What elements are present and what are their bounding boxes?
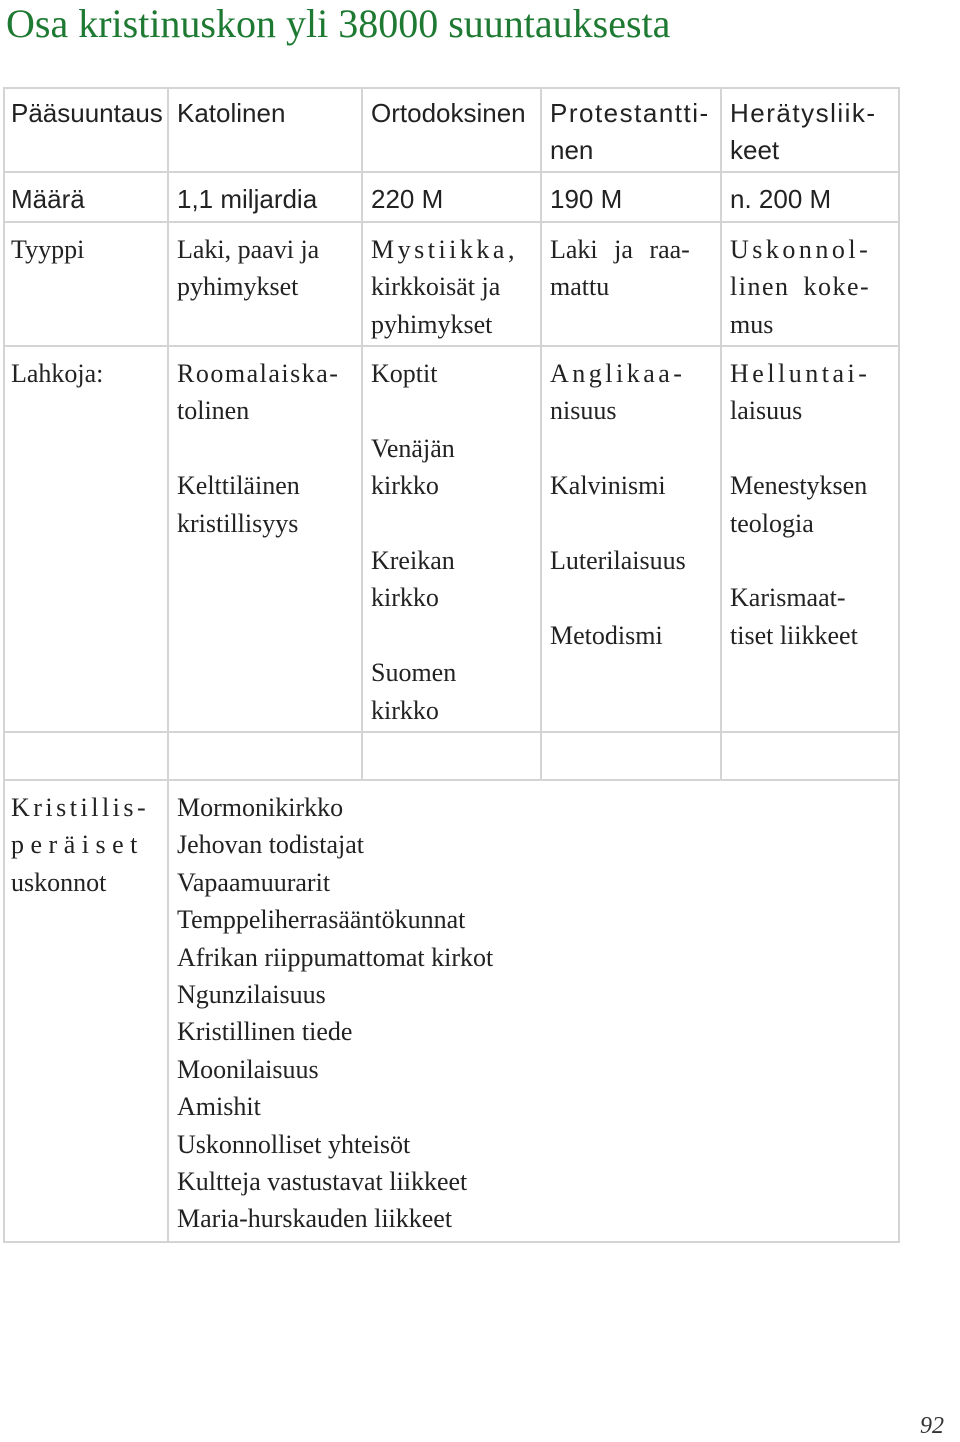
header-katolinen: Katolinen [177, 98, 286, 128]
lahkoja-protestanttinen-line: Luterilaisuus [550, 546, 686, 575]
maara-katolinen-cell [169, 173, 363, 223]
spacer [371, 505, 534, 542]
empty-cell [169, 733, 363, 781]
denominations-table [3, 87, 900, 1243]
tyyppi-heratysliikkeet-line: Uskonnol- [730, 235, 872, 264]
header-protestanttinen-line: Protestantti- [550, 98, 710, 128]
page-title: Osa kristinuskon yli 38000 suuntauksesta [6, 1, 671, 46]
tyyppi-label-cell [3, 223, 169, 347]
lahkoja-katolinen-cell [169, 347, 363, 733]
header-heratysliikkeet-line: Herätysliik- [730, 98, 877, 128]
lahkoja-ortodoksinen-line: kirkko [371, 583, 439, 613]
lahkoja-protestanttinen-line: nisuus [550, 396, 617, 426]
kristillisperaiset-items-cell [169, 781, 900, 1243]
lahkoja-katolinen-line: tolinen [177, 396, 250, 426]
tyyppi-heratysliikkeet-line: linen koke- [730, 272, 871, 302]
spacer [371, 617, 534, 654]
empty-cell [3, 733, 169, 781]
tyyppi-heratysliikkeet-line: mus [730, 309, 774, 339]
tyyppi-heratysliikkeet-cell [722, 223, 900, 347]
list-item: Amishit [177, 1092, 261, 1122]
lahkoja-protestanttinen-cell [542, 347, 722, 733]
header-protestanttinen-cell [542, 87, 722, 173]
list-item: Mormonikirkko [177, 793, 344, 822]
spacer [550, 579, 714, 616]
lahkoja-ortodoksinen-cell [363, 347, 542, 733]
tyyppi-protestanttinen-line: Laki ja raa- [550, 235, 690, 264]
spacer [550, 430, 714, 467]
list-item: Maria-hurskauden liikkeet [177, 1204, 453, 1234]
lahkoja-heratysliikkeet-line: Helluntai- [730, 359, 871, 388]
maara-protestanttinen: 190 M [550, 184, 623, 214]
tyyppi-ortodoksinen-line: pyhimykset [371, 309, 493, 339]
lahkoja-label-cell [3, 347, 169, 733]
tyyppi-label: Tyyppi [11, 235, 85, 264]
tyyppi-katolinen-cell [169, 223, 363, 347]
lahkoja-ortodoksinen-line: kirkko [371, 695, 439, 725]
kristillisperaiset-label-line: Kristillis- [11, 793, 150, 822]
lahkoja-heratysliikkeet-cell [722, 347, 900, 733]
empty-cell [542, 733, 722, 781]
lahkoja-heratysliikkeet-line: Karismaat- [730, 583, 846, 613]
list-item: Jehovan todistajat [177, 830, 365, 860]
kristillisperaiset-label-line: uskonnot [11, 867, 107, 897]
header-heratysliikkeet-line: keet [730, 135, 780, 166]
list-item: Temppeliherrasääntökunnat [177, 905, 466, 935]
spacer [730, 430, 892, 467]
spacer [730, 542, 892, 579]
lahkoja-ortodoksinen-line: Suomen [371, 658, 457, 688]
maara-ortodoksinen-cell [363, 173, 542, 223]
kristillisperaiset-label-cell [3, 781, 169, 1243]
lahkoja-protestanttinen-line: Anglikaa- [550, 359, 686, 388]
lahkoja-katolinen-line: Kelttiläinen [177, 471, 300, 501]
header-protestanttinen-line: nen [550, 135, 594, 166]
lahkoja-ortodoksinen-line: Koptit [371, 359, 438, 388]
page-number: 92 [920, 1413, 944, 1439]
tyyppi-protestanttinen-cell [542, 223, 722, 347]
maara-katolinen: 1,1 miljardia [177, 184, 318, 214]
lahkoja-heratysliikkeet-line: tiset liikkeet [730, 620, 858, 650]
lahkoja-label: Lahkoja: [11, 359, 104, 388]
tyyppi-ortodoksinen-cell [363, 223, 542, 347]
list-item: Afrikan riippumattomat kirkot [177, 942, 494, 972]
maara-heratysliikkeet: n. 200 M [730, 184, 832, 214]
spacer [371, 392, 534, 429]
lahkoja-heratysliikkeet-line: teologia [730, 508, 814, 538]
lahkoja-ortodoksinen-line: Venäjän [371, 433, 455, 463]
lahkoja-heratysliikkeet-line: laisuus [730, 396, 803, 426]
tyyppi-katolinen-line: pyhimykset [177, 272, 299, 302]
empty-cell [363, 733, 542, 781]
lahkoja-protestanttinen-line: Kalvinismi [550, 471, 666, 501]
list-item: Vapaamuurarit [177, 867, 331, 897]
lahkoja-katolinen-line: Roomalaiska- [177, 359, 340, 388]
tyyppi-katolinen-line: Laki, paavi ja [177, 235, 320, 264]
header-heratysliikkeet-cell [722, 87, 900, 173]
maara-protestanttinen-cell [542, 173, 722, 223]
header-ortodoksinen: Ortodoksinen [371, 98, 526, 128]
lahkoja-heratysliikkeet-line: Menestyksen [730, 471, 868, 501]
header-katolinen-cell [169, 87, 363, 173]
lahkoja-katolinen-line: kristillisyys [177, 508, 299, 538]
empty-cell [722, 733, 900, 781]
list-item: Kristillinen tiede [177, 1017, 353, 1047]
header-label-cell [3, 87, 169, 173]
lahkoja-ortodoksinen-line: kirkko [371, 471, 439, 501]
tyyppi-ortodoksinen-line: kirkkoisät ja [371, 272, 501, 302]
tyyppi-ortodoksinen-line: Mystiikka, [371, 235, 518, 264]
maara-label: Määrä [11, 184, 85, 214]
list-item: Ngunzilaisuus [177, 980, 326, 1010]
list-item: Moonilaisuus [177, 1054, 319, 1084]
list-item: Uskonnolliset yhteisöt [177, 1129, 411, 1159]
maara-label-cell [3, 173, 169, 223]
header-label: Pääsuuntaus [11, 98, 163, 128]
tyyppi-protestanttinen-line: mattu [550, 272, 610, 302]
kristillisperaiset-label-line: peräiset [11, 830, 144, 860]
lahkoja-ortodoksinen-line: Kreikan [371, 546, 455, 575]
lahkoja-protestanttinen-line: Metodismi [550, 620, 663, 650]
spacer [550, 505, 714, 542]
maara-heratysliikkeet-cell [722, 173, 900, 223]
maara-ortodoksinen: 220 M [371, 184, 444, 214]
header-ortodoksinen-cell [363, 87, 542, 173]
list-item: Kultteja vastustavat liikkeet [177, 1167, 468, 1197]
spacer [177, 430, 355, 467]
